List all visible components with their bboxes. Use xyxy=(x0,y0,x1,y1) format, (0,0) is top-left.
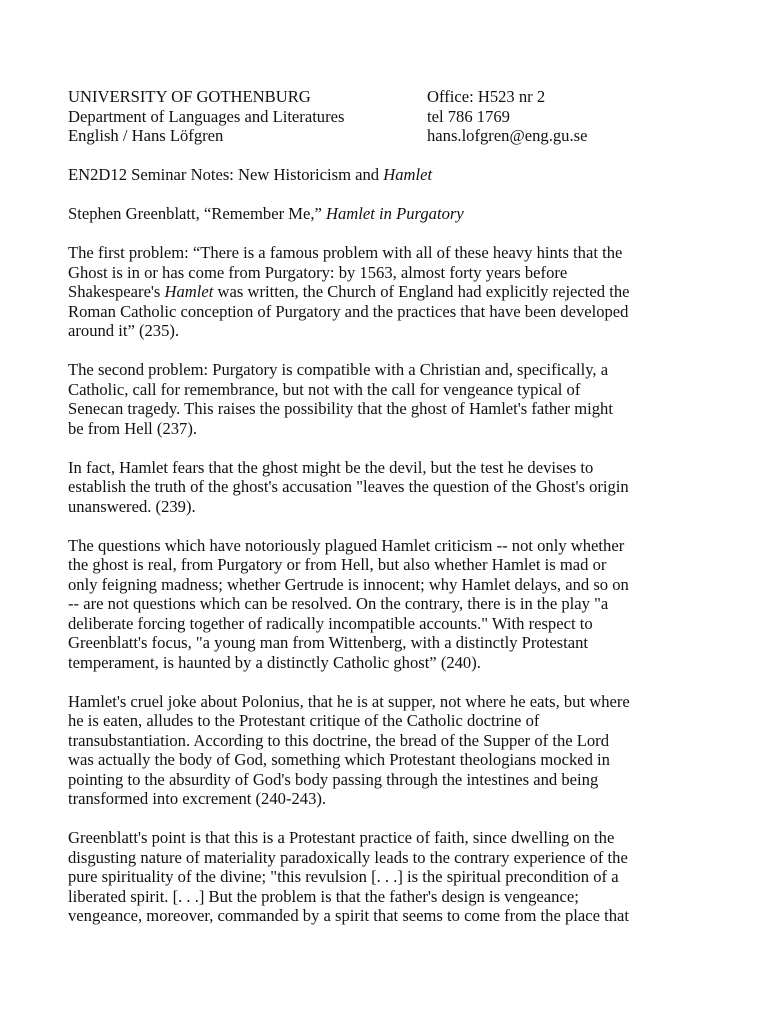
paragraph-greenblatt-point xyxy=(68,828,688,926)
department-name: Department of Languages and Literatures xyxy=(68,106,345,126)
paragraph-line: be from Hell (237). xyxy=(68,418,198,438)
paragraph-line: Greenblatt's point is that this is a Protestant practice of faith, since dwelling on the xyxy=(68,828,615,847)
paragraph-line: pointing to the absurdity of God's body passing through the intestines and being xyxy=(68,769,599,789)
letterhead-left xyxy=(68,87,427,146)
title-italic: Hamlet xyxy=(383,165,433,184)
author-line: English / Hans Löfgren xyxy=(68,126,224,145)
paragraph-line: disgusting nature of materiality paradoxically leads to the contrary experience of the xyxy=(68,847,628,867)
paragraph-line: Roman Catholic conception of Purgatory and the practices that have been developed xyxy=(68,301,629,321)
paragraph-line: transformed into excrement (240-243). xyxy=(68,789,327,808)
line-text: Shakespeare's xyxy=(68,282,165,301)
paragraph-line: Catholic, call for remembrance, but not with the call for vengeance typical of xyxy=(68,379,581,399)
paragraph-line: vengeance, moreover, commanded by a spirit that seems to come from the place that xyxy=(68,906,630,925)
paragraph-line: Ghost is in or has come from Purgatory: by 1563, almost forty years before xyxy=(68,262,568,282)
paragraph-line: Hamlet's cruel joke about Polonius, that he is at supper, not where he eats, but where xyxy=(68,691,630,711)
paragraph-line: liberated spirit. [. . .] But the problem is that the father's design is vengeance; xyxy=(68,886,579,906)
letterhead xyxy=(68,87,688,146)
title-prefix: EN2D12 Seminar Notes: New Historicism and xyxy=(68,165,384,184)
line-italic: Hamlet xyxy=(164,282,214,301)
line-text: was written, the Church of England had explicitly rejected the xyxy=(213,282,630,301)
paragraph-line: deliberate forcing together of radically incompatible accounts." With respect to xyxy=(68,613,593,633)
paragraph-line: he is eaten, alludes to the Protestant critique of the Catholic doctrine of xyxy=(68,711,540,730)
office-line: Office: H523 nr 2 xyxy=(427,87,546,106)
paragraph-line: In fact, Hamlet fears that the ghost might be the devil, but the test he devises to xyxy=(68,457,594,477)
paragraph-line: only feigning madness; whether Gertrude is innocent; why Hamlet delays, and so on xyxy=(68,574,629,594)
body-paragraphs xyxy=(68,243,688,926)
paragraph-line xyxy=(68,282,688,302)
paragraph-line: the ghost is real, from Purgatory or from Hell, but also whether Hamlet is mad or xyxy=(68,555,607,574)
source-prefix: Stephen Greenblatt, “Remember Me,” xyxy=(68,204,327,223)
phone-line: tel 786 1769 xyxy=(427,106,510,126)
paragraph-line: The first problem: “There is a famous problem with all of these heavy hints that the xyxy=(68,243,623,262)
paragraph-line: unanswered. (239). xyxy=(68,496,196,516)
paragraph-line: transubstantiation. According to this doctrine, the bread of the Supper of the Lord xyxy=(68,730,610,750)
paragraph-line: establish the truth of the ghost's accusation "leaves the question of the Ghost's origin xyxy=(68,477,629,496)
paragraph-questions xyxy=(68,536,688,673)
paragraph-devil-fear xyxy=(68,458,688,517)
email-line: hans.lofgren@eng.gu.se xyxy=(427,126,588,145)
letterhead-right xyxy=(427,87,688,146)
paragraph-line: The questions which have notoriously plagued Hamlet criticism -- not only whether xyxy=(68,535,625,555)
paragraph-first-problem xyxy=(68,243,688,341)
paragraph-line: around it” (235). xyxy=(68,321,180,340)
document-title xyxy=(68,165,688,185)
paragraph-line: temperament, is haunted by a distinctly Catholic ghost” (240). xyxy=(68,652,481,672)
paragraph-line: pure spirituality of the divine; "this revulsion [. . .] is the spiritual precondition of a xyxy=(68,867,619,886)
paragraph-line: was actually the body of God, something which Protestant theologians mocked in xyxy=(68,750,610,769)
paragraph-line: The second problem: Purgatory is compatible with a Christian and, specifically, a xyxy=(68,360,609,379)
paragraph-line: -- are not questions which can be resolved. On the contrary, there is in the play "a xyxy=(68,594,609,613)
source-italic: Hamlet in Purgatory xyxy=(326,204,464,223)
paragraph-line: Greenblatt's focus, "a young man from Wittenberg, with a distinctly Protestant xyxy=(68,633,589,652)
paragraph-polonius-joke xyxy=(68,692,688,809)
paragraph-second-problem xyxy=(68,360,688,438)
source-citation xyxy=(68,204,688,224)
paragraph-line: Senecan tragedy. This raises the possibility that the ghost of Hamlet's father might xyxy=(68,399,613,418)
university-name: UNIVERSITY OF GOTHENBURG xyxy=(68,87,311,106)
